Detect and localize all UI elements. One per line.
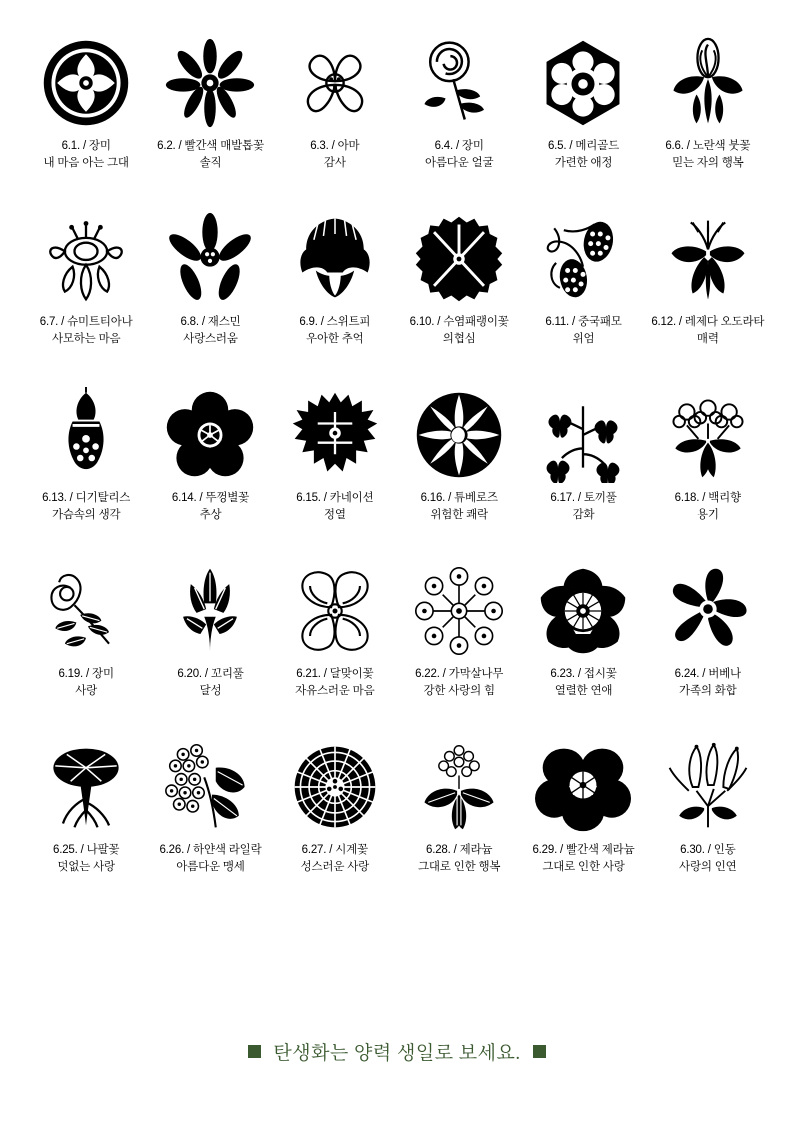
sweet-william-icon xyxy=(404,206,514,312)
flower-cell xyxy=(148,30,272,206)
flower-cell xyxy=(148,382,272,558)
speedwell-icon xyxy=(155,558,265,664)
flower-caption: 6.24. / 버베나 가족의 화합 xyxy=(674,668,741,697)
footer-note xyxy=(24,1038,770,1065)
flower-caption: 6.1. / 장미 내 마음 아는 그대 xyxy=(43,140,129,169)
flower-cell xyxy=(646,734,770,910)
flower-cell xyxy=(646,558,770,734)
flower-cell xyxy=(521,382,645,558)
geranium-icon xyxy=(404,734,514,840)
flower-caption: 6.23. / 접시꽃 열렬한 연애 xyxy=(550,668,617,697)
flower-cell xyxy=(397,734,521,910)
chinese-fritillary-icon xyxy=(528,206,638,312)
flower-cell xyxy=(273,206,397,382)
flower-cell xyxy=(397,30,521,206)
clover-icon xyxy=(528,382,638,488)
flower-caption: 6.2. / 빨간색 매발톱꽃 솔직 xyxy=(157,140,264,169)
rose-stem-icon xyxy=(404,30,514,136)
flower-cell xyxy=(521,206,645,382)
flower-cell xyxy=(646,30,770,206)
flower-caption: 6.13. / 디기탈리스 가슴속의 생각 xyxy=(42,492,131,521)
flower-caption: 6.12. / 레제다 오도라타 매력 xyxy=(651,316,765,345)
flower-caption: 6.8. / 재스민 사랑스러움 xyxy=(180,316,241,345)
yellow-iris-icon xyxy=(653,30,763,136)
footer-text: 탄생화는 양력 생일로 보세요. xyxy=(273,1043,521,1064)
flower-caption: 6.18. / 백리향 용기 xyxy=(674,492,741,521)
flower-caption: 6.25. / 나팔꽃 덧없는 사랑 xyxy=(53,844,120,873)
hollyhock-icon xyxy=(528,558,638,664)
pimpernel-icon xyxy=(155,382,265,488)
red-geranium-icon xyxy=(528,734,638,840)
red-columbine-icon xyxy=(155,30,265,136)
flower-cell xyxy=(148,734,272,910)
flower-caption: 6.6. / 노란색 붓꽃 믿는 자의 행복 xyxy=(665,140,751,169)
square-bullet-left-icon xyxy=(248,1045,261,1058)
jasmine-icon xyxy=(155,206,265,312)
white-lilac-icon xyxy=(155,734,265,840)
flower-cell xyxy=(273,734,397,910)
digitalis-icon xyxy=(31,382,141,488)
flower-caption: 6.7. / 슈미트티아나 사모하는 마음 xyxy=(39,316,133,345)
flower-caption: 6.20. / 꼬리풀 달성 xyxy=(177,668,244,697)
flower-cell xyxy=(273,382,397,558)
carnation-icon xyxy=(280,382,390,488)
flower-caption: 6.16. / 튜베로즈 위험한 쾌락 xyxy=(420,492,498,521)
honeysuckle-icon xyxy=(653,734,763,840)
flower-caption: 6.26. / 하얀색 라일락 아름다운 맹세 xyxy=(159,844,262,873)
flower-caption: 6.19. / 장미 사랑 xyxy=(58,668,114,697)
passionflower-icon xyxy=(280,734,390,840)
viburnum-icon xyxy=(404,558,514,664)
flower-cell xyxy=(646,382,770,558)
flower-cell xyxy=(521,734,645,910)
flower-cell xyxy=(273,30,397,206)
marigold-icon xyxy=(528,30,638,136)
flower-caption: 6.22. / 가막살나무 강한 사랑의 힘 xyxy=(415,668,504,697)
flower-cell xyxy=(24,206,148,382)
rose-branch-icon xyxy=(31,558,141,664)
flower-cell xyxy=(148,558,272,734)
flower-caption: 6.14. / 뚜껑별꽃 추상 xyxy=(171,492,250,521)
flower-caption: 6.30. / 인동 사랑의 인연 xyxy=(679,844,737,873)
flax-icon xyxy=(280,30,390,136)
flower-caption: 6.15. / 카네이션 정열 xyxy=(296,492,374,521)
flower-caption: 6.4. / 장미 아름다운 얼굴 xyxy=(424,140,494,169)
rose-ornamental-icon xyxy=(31,30,141,136)
flower-caption: 6.9. / 스위트피 우아한 추억 xyxy=(299,316,371,345)
flower-caption: 6.5. / 메리골드 가련한 애정 xyxy=(547,140,619,169)
schmidtiana-icon xyxy=(31,206,141,312)
flower-caption: 6.10. / 수염패랭이꽃 의협심 xyxy=(409,316,509,345)
flower-cell xyxy=(397,382,521,558)
flower-cell xyxy=(646,206,770,382)
flower-caption: 6.28. / 제라늄 그대로 인한 행복 xyxy=(417,844,501,873)
flower-cell xyxy=(397,558,521,734)
flower-cell xyxy=(24,734,148,910)
flower-cell xyxy=(148,206,272,382)
flower-cell xyxy=(273,558,397,734)
reseda-odorata-icon xyxy=(653,206,763,312)
morning-glory-icon xyxy=(31,734,141,840)
evening-primrose-icon xyxy=(280,558,390,664)
flower-cell xyxy=(521,558,645,734)
tuberose-icon xyxy=(404,382,514,488)
flower-caption: 6.3. / 아마 감사 xyxy=(310,140,360,169)
thyme-icon xyxy=(653,382,763,488)
flower-caption: 6.29. / 빨간색 제라늄 그대로 인한 사랑 xyxy=(532,844,635,873)
flower-caption: 6.11. / 중국패모 위엄 xyxy=(545,316,622,345)
sweet-pea-icon xyxy=(280,206,390,312)
flower-cell xyxy=(397,206,521,382)
flower-caption: 6.17. / 토끼풀 감화 xyxy=(550,492,617,521)
flower-grid xyxy=(24,30,770,910)
flower-cell xyxy=(521,30,645,206)
flower-cell xyxy=(24,382,148,558)
verbena-icon xyxy=(653,558,763,664)
flower-caption: 6.27. / 시계꽃 성스러운 사랑 xyxy=(300,844,370,873)
flower-cell xyxy=(24,30,148,206)
flower-cell xyxy=(24,558,148,734)
flower-caption: 6.21. / 달맞이꽃 자유스러운 마음 xyxy=(295,668,375,697)
square-bullet-right-icon xyxy=(533,1045,546,1058)
